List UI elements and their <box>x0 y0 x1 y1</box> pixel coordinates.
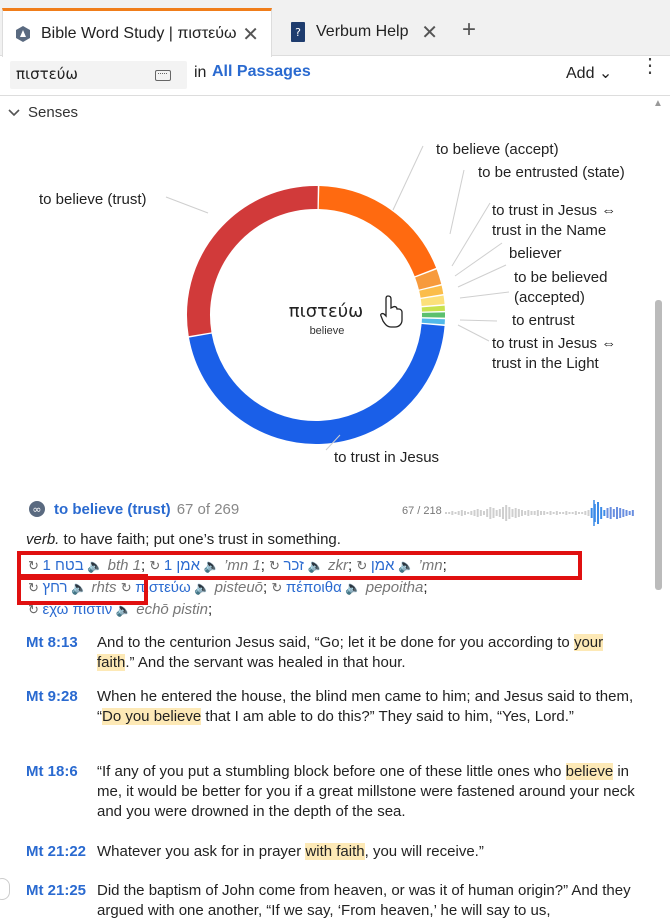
side-panel-handle[interactable] <box>0 878 10 900</box>
tab-title: Verbum Help <box>316 23 409 40</box>
leader-line <box>450 170 464 234</box>
verse-text: Did the baptism of John come from heaven, or was it of human origin?” And they argued with one another, “If we say, ‘From heaven,’ he will say to us, <box>97 882 631 919</box>
leader-line <box>458 325 489 341</box>
transliteration: bth 1 <box>103 557 142 574</box>
add-button[interactable]: Add ⌄ <box>566 65 613 82</box>
leader-line <box>393 146 423 210</box>
chart-label[interactable]: believer <box>509 245 562 262</box>
chart-center-label: πιστεύω <box>288 301 364 322</box>
tab-bar <box>0 0 670 56</box>
close-icon[interactable]: ✕ <box>421 21 438 44</box>
search-box <box>10 61 187 89</box>
separator: ; <box>260 557 270 574</box>
donut-segment[interactable] <box>432 297 433 305</box>
highlight-term: believe <box>565 763 614 780</box>
transliteration: ’mn <box>414 557 443 574</box>
separator: ; <box>423 579 428 596</box>
refresh-icon[interactable]: ↻ <box>28 558 43 573</box>
scroll-up-icon[interactable]: ▲ <box>653 98 663 109</box>
search-toolbar <box>0 56 670 96</box>
speaker-icon[interactable]: 🔈 <box>112 602 133 617</box>
speaker-icon[interactable]: 🔈 <box>200 558 220 573</box>
donut-segment[interactable] <box>200 325 433 433</box>
leader-line <box>166 197 208 213</box>
verse-ref-link[interactable]: Mt 8:13 <box>26 634 78 651</box>
translation-word-link[interactable]: זכר <box>283 557 304 574</box>
chart-label[interactable]: to trust in Jesus ⇔ trust in the Name <box>492 202 617 239</box>
translation-word-link[interactable]: 1 בטח <box>42 557 84 574</box>
separator: ; <box>442 557 447 574</box>
sense-name-link[interactable]: to believe (trust) <box>54 500 171 518</box>
translation-word-link[interactable]: רחץ <box>42 579 68 596</box>
chart-label[interactable]: to believe (trust) <box>39 191 147 208</box>
chart-label[interactable]: to believe (accept) <box>436 141 559 158</box>
chart-label[interactable]: to be entrusted (state) <box>478 164 625 181</box>
refresh-icon[interactable]: ↻ <box>28 602 43 617</box>
sense-count: 67 of 269 <box>176 500 240 518</box>
chart-label[interactable]: to trust in Jesus <box>334 449 440 466</box>
close-icon[interactable]: ✕ <box>242 23 259 46</box>
leader-line <box>460 320 497 321</box>
verse-text: Whatever you ask for in prayer with faith, you will receive.” <box>97 843 484 860</box>
verse-text: And to the centurion Jesus said, “Go; let it be done for you according to your faith.” And the servant was healed in that hour. <box>97 634 604 671</box>
donut-segment[interactable] <box>426 273 430 286</box>
scope-dropdown[interactable]: All Passages <box>212 63 311 80</box>
more-menu-icon[interactable]: ⋮ <box>640 55 660 77</box>
leader-line <box>455 243 502 276</box>
svg-text:?: ? <box>295 26 301 39</box>
tab-bible-word-study[interactable] <box>2 8 272 57</box>
chart-label[interactable]: to be believed (accepted) <box>514 269 608 306</box>
transliteration: echō pistin <box>132 601 208 618</box>
verse-text: When he entered the house, the blind men came to him; and Jesus said to them, “Do you believe that I am able to do this?” They said to him, “Yes, Lord.” <box>97 688 634 725</box>
transliteration: ’mn 1 <box>219 557 261 574</box>
transliteration: pepoitha <box>361 579 424 596</box>
refresh-icon[interactable]: ↻ <box>28 580 43 595</box>
svg-text:∞: ∞ <box>32 503 42 516</box>
speaker-icon[interactable]: 🔈 <box>190 580 211 595</box>
speaker-icon[interactable]: 🔈 <box>303 558 324 573</box>
translation-word-link[interactable]: πέποιθα <box>285 579 342 596</box>
donut-segment[interactable] <box>319 198 425 273</box>
keyboard-icon[interactable] <box>155 70 171 81</box>
refresh-icon[interactable]: ↻ <box>356 558 371 573</box>
refresh-icon[interactable]: ↻ <box>120 580 136 595</box>
verse-text: “If any of you put a stumbling block before one of these little ones who believe in me, it would be better for you if a great millstone were fastened around your neck and you were drowned in the depth of the sea. <box>97 763 635 820</box>
speaker-icon[interactable]: 🔈 <box>394 558 415 573</box>
separator: ; <box>207 601 213 618</box>
new-tab-button[interactable]: + <box>462 16 477 43</box>
verse-ref-link[interactable]: Mt 18:6 <box>26 763 78 780</box>
transliteration: pisteuō <box>210 579 264 596</box>
hand-cursor-icon <box>381 296 402 327</box>
help-book-icon <box>290 22 306 42</box>
speaker-icon[interactable]: 🔈 <box>83 558 104 573</box>
speaker-icon[interactable]: 🔈 <box>67 580 88 595</box>
definition-text: to have faith; put one’s trust in something. <box>59 531 341 548</box>
logos-icon <box>15 24 31 44</box>
leader-line <box>460 292 509 298</box>
separator: ; <box>263 579 272 596</box>
translation-word-link[interactable]: 1 אמן <box>163 557 201 574</box>
transliteration: rhts <box>87 579 117 596</box>
chart-center-sublabel: believe <box>309 325 345 337</box>
section-title: Senses <box>28 104 79 121</box>
refresh-icon[interactable]: ↻ <box>149 558 164 573</box>
separator: ; <box>141 557 150 574</box>
verse-ref-link[interactable]: Mt 9:28 <box>26 688 78 705</box>
search-input[interactable] <box>10 61 150 87</box>
leader-line <box>452 203 490 266</box>
chevron-down-icon <box>8 109 20 117</box>
tab-title: Bible Word Study | πιστεύω <box>41 25 237 42</box>
sense-row <box>28 500 239 518</box>
scrollbar-thumb[interactable] <box>655 300 662 590</box>
chart-label[interactable]: to trust in Jesus ⇔ trust in the Light <box>492 335 617 372</box>
refresh-icon[interactable]: ↻ <box>269 558 284 573</box>
usage-sparkline[interactable] <box>444 500 638 526</box>
translation-word-link[interactable]: אמן <box>370 557 395 574</box>
refresh-icon[interactable]: ↻ <box>271 580 286 595</box>
verse-ref-link[interactable]: Mt 21:22 <box>26 843 87 860</box>
verse-ref-link[interactable]: Mt 21:25 <box>26 882 87 899</box>
highlight-term: with faith <box>305 843 365 860</box>
highlight-term: Do you believe <box>102 708 202 725</box>
transliteration: zkr <box>323 557 348 574</box>
translation-word-link[interactable]: εχω πιστιν <box>42 601 113 618</box>
separator: ; <box>347 557 357 574</box>
infinity-icon <box>28 500 46 518</box>
donut-segment[interactable] <box>430 288 432 296</box>
highlight-term: your faith <box>97 634 604 671</box>
histogram-count: 67 / 218 <box>402 505 442 517</box>
sense-definition <box>26 531 341 548</box>
part-of-speech: verb. <box>26 531 60 548</box>
senses-header[interactable] <box>8 104 78 121</box>
highlight-box <box>17 574 148 605</box>
chart-label[interactable]: to entrust <box>512 312 575 329</box>
translation-word-link[interactable]: πιστεύω <box>135 579 191 596</box>
speaker-icon[interactable]: 🔈 <box>341 580 362 595</box>
tab-verbum-help[interactable] <box>278 8 450 56</box>
in-label: in <box>194 64 207 81</box>
